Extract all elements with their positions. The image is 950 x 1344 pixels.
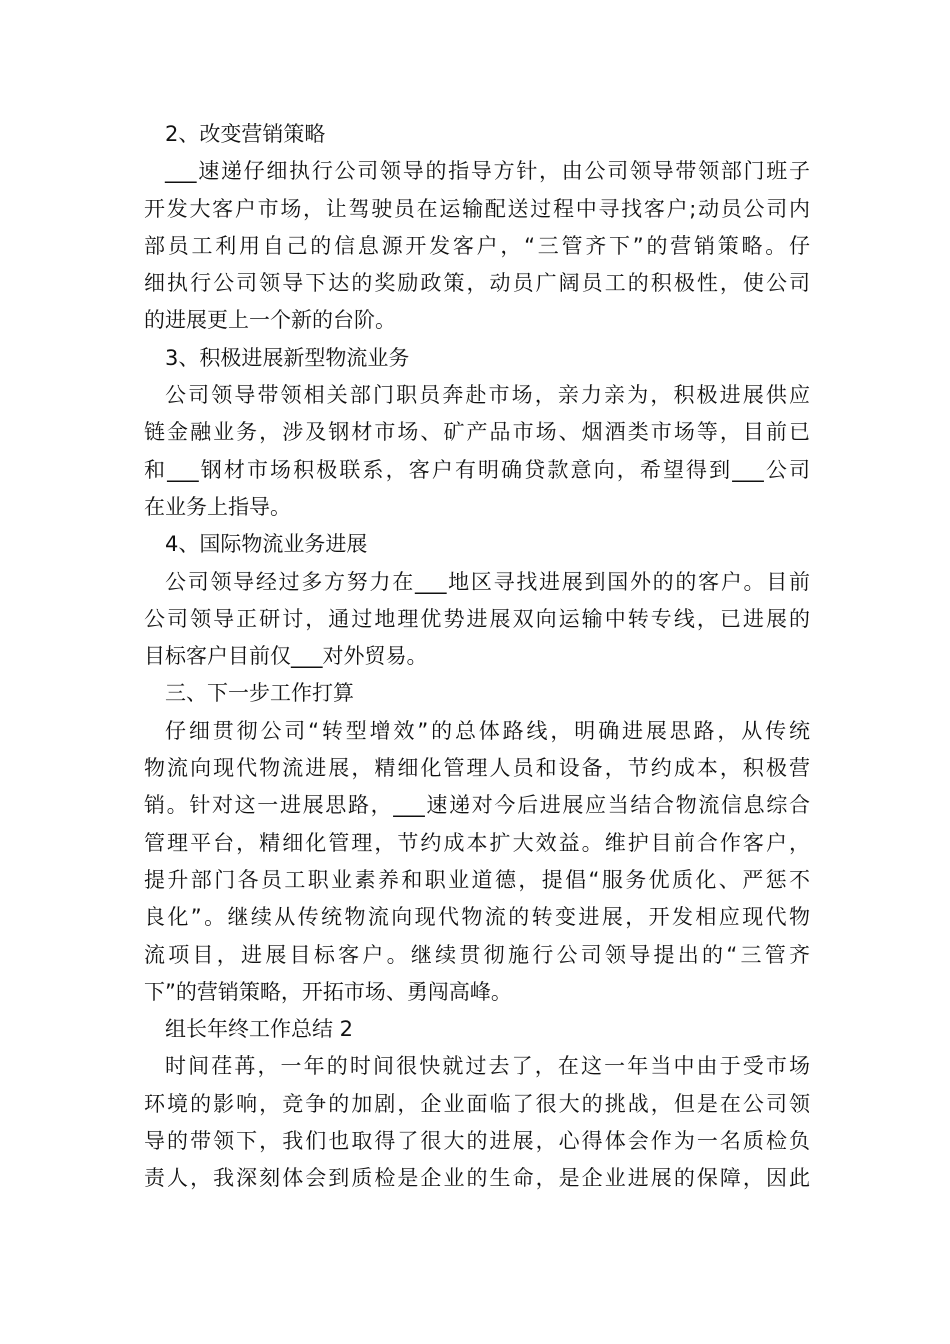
paragraph-line: 下”的营销策略，开拓市场、勇闯高峰。 bbox=[144, 979, 512, 1004]
paragraph-line: 仔细贯彻公司“转型增效”的总体路线，明确进展思路，从传统 bbox=[165, 718, 810, 743]
paragraph bbox=[144, 713, 810, 1011]
paragraph-line: 公司领导带领相关部门职员奔赴市场，亲力亲为，积极进展供应 bbox=[165, 383, 810, 408]
paragraph-line: 细执行公司领导下达的奖励政策，动员广阔员工的积极性，使公司 bbox=[144, 271, 810, 296]
paragraph-line: 链金融业务，涉及钢材市场、矿产品市场、烟酒类市场等，目前已 bbox=[144, 420, 810, 445]
paragraph-line: 部员工利用自己的信息源开发客户，“三管齐下”的营销策略。仔 bbox=[144, 233, 810, 258]
paragraph-line: 责人，我深刻体会到质检是企业的生命，是企业进展的保障，因此 bbox=[144, 1166, 810, 1191]
paragraph-line: 公司领导经过多方努力在___地区寻找进展到国外的的客户。目前 bbox=[165, 569, 810, 594]
paragraph-line: 目标客户目前仅___对外贸易。 bbox=[144, 644, 428, 669]
paragraph-line: 管理平台，精细化管理，节约成本扩大效益。维护目前合作客户， bbox=[144, 830, 810, 855]
paragraph-line: 公司领导正研讨，通过地理优势进展双向运输中转专线，已进展的 bbox=[144, 606, 810, 631]
section-heading: 三、下一步工作打算 bbox=[165, 681, 354, 706]
paragraph-line: 在业务上指导。 bbox=[144, 494, 291, 519]
paragraph bbox=[144, 153, 810, 339]
paragraph-line: 导的带领下，我们也取得了很大的进展，心得体会作为一名质检负 bbox=[144, 1129, 810, 1154]
paragraph-line: 环境的影响，竞争的加剧，企业面临了很大的挑战，但是在公司领 bbox=[144, 1091, 810, 1116]
section-heading: 2、改变营销策略 bbox=[165, 122, 326, 146]
section-heading: 4、国际物流业务进展 bbox=[165, 532, 368, 557]
paragraph-line: 物流向现代物流进展，精细化管理人员和设备，节约成本，积极营 bbox=[144, 756, 810, 781]
paragraph-line: 流项目，进展目标客户。继续贯彻施行公司领导提出的“三管齐 bbox=[144, 942, 810, 967]
paragraph-line: 开发大客户市场，让驾驶员在运输配送过程中寻找客户;动员公司内 bbox=[144, 196, 810, 221]
paragraph-line: ___速递仔细执行公司领导的指导方针，由公司领导带领部门班子 bbox=[165, 159, 810, 184]
paragraph-line: 提升部门各员工职业素养和职业道德，提倡“服务优质化、严惩不 bbox=[144, 867, 810, 892]
paragraph-line: 的进展更上一个新的台阶。 bbox=[144, 308, 396, 333]
document-body bbox=[144, 116, 810, 1198]
paragraph-line: 时间荏苒，一年的时间很快就过去了，在这一年当中由于受市场 bbox=[165, 1054, 810, 1079]
paragraph bbox=[144, 1048, 810, 1197]
section-heading: 组长年终工作总结 2 bbox=[165, 1017, 354, 1042]
paragraph-line: 和___钢材市场积极联系，客户有明确贷款意向，希望得到___公司 bbox=[144, 457, 810, 482]
paragraph bbox=[144, 564, 810, 676]
paragraph-line: 销。针对这一进展思路，___速递对今后进展应当结合物流信息综合 bbox=[144, 793, 810, 818]
section-heading: 3、积极进展新型物流业务 bbox=[165, 345, 410, 370]
paragraph-line: 良化”。继续从传统物流向现代物流的转变进展，开发相应现代物 bbox=[144, 905, 810, 930]
paragraph bbox=[144, 377, 810, 526]
